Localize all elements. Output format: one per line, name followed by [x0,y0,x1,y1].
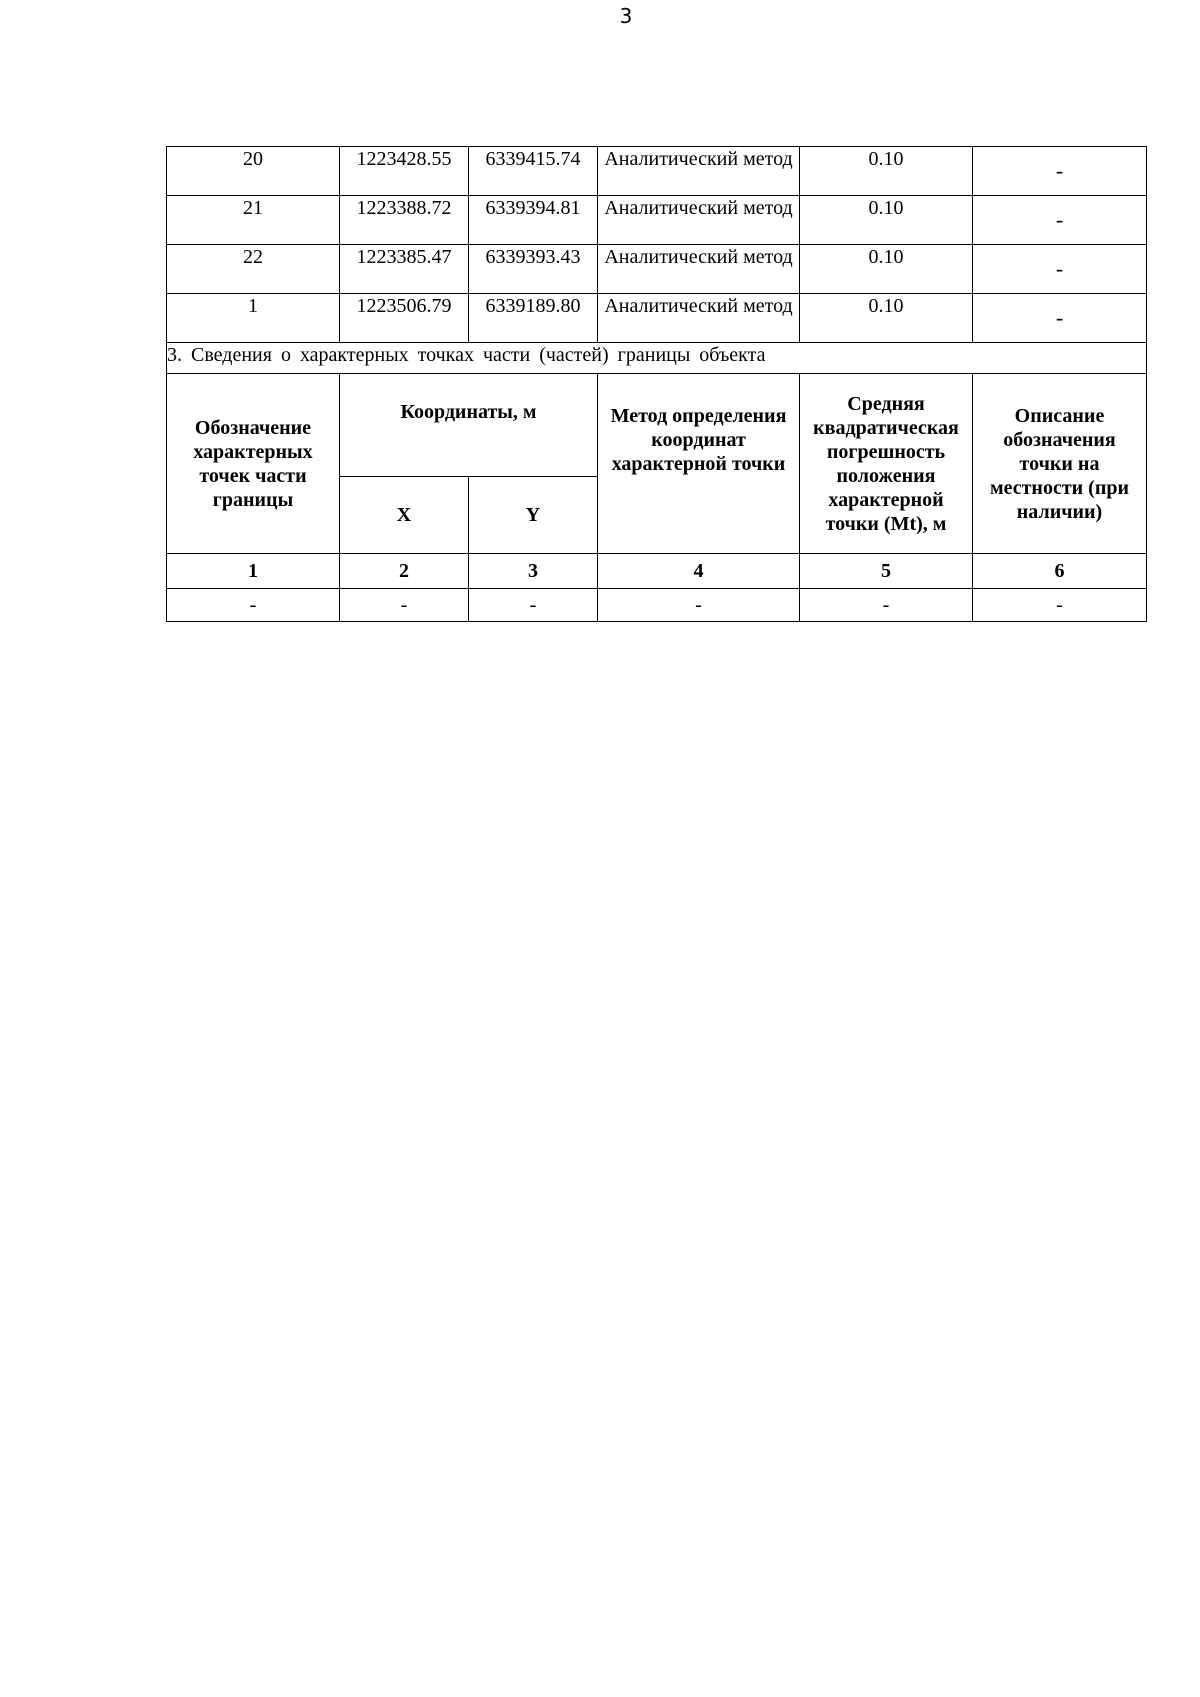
description-cell: - [973,196,1147,245]
header-row [167,374,1147,477]
description-cell: - [973,147,1147,196]
empty-cell: - [973,589,1147,622]
x-header: X [340,477,469,554]
method-cell: Аналитический метод [598,294,800,343]
y-coordinate-cell: 6339415.74 [469,147,598,196]
point-number-cell: 1 [167,294,340,343]
accuracy-cell: 0.10 [800,196,973,245]
empty-cell: - [800,589,973,622]
empty-cell: - [469,589,598,622]
column-number: 3 [469,554,598,589]
table-row [167,245,1147,294]
column-number-row [167,554,1147,589]
section-title-row [167,343,1147,374]
empty-cell: - [598,589,800,622]
description-header: Описание обозначения точки на местности (при наличии) [973,374,1147,554]
empty-cell: - [340,589,469,622]
accuracy-cell: 0.10 [800,147,973,196]
y-header: Y [469,477,598,554]
table-row [167,294,1147,343]
coordinates-header: Координаты, м [340,374,598,477]
column-number: 5 [800,554,973,589]
y-coordinate-cell: 6339394.81 [469,196,598,245]
description-cell: - [973,294,1147,343]
section-title: 3. Сведения о характерных точках части (частей) границы объекта [167,343,1147,374]
accuracy-cell: 0.10 [800,294,973,343]
point-number-cell: 22 [167,245,340,294]
accuracy-header: Средняя квадратическая погрешность положения характерной точки (Mt), м [800,374,973,554]
accuracy-cell: 0.10 [800,245,973,294]
column-number: 4 [598,554,800,589]
page-number: 3 [619,4,633,28]
method-cell: Аналитический метод [598,147,800,196]
column-number: 6 [973,554,1147,589]
table-row [167,147,1147,196]
description-cell: - [973,245,1147,294]
x-coordinate-cell: 1223428.55 [340,147,469,196]
y-coordinate-cell: 6339393.43 [469,245,598,294]
x-coordinate-cell: 1223388.72 [340,196,469,245]
table-row [167,196,1147,245]
y-coordinate-cell: 6339189.80 [469,294,598,343]
x-coordinate-cell: 1223506.79 [340,294,469,343]
method-header: Метод определения координат характерной точки [598,374,800,554]
coordinates-table [166,146,1147,622]
method-cell: Аналитический метод [598,196,800,245]
point-number-cell: 21 [167,196,340,245]
point-number-cell: 20 [167,147,340,196]
table-row [167,589,1147,622]
empty-cell: - [167,589,340,622]
column-number: 1 [167,554,340,589]
method-cell: Аналитический метод [598,245,800,294]
point-designation-header: Обозначение характерных точек части границы [167,374,340,554]
column-number: 2 [340,554,469,589]
x-coordinate-cell: 1223385.47 [340,245,469,294]
